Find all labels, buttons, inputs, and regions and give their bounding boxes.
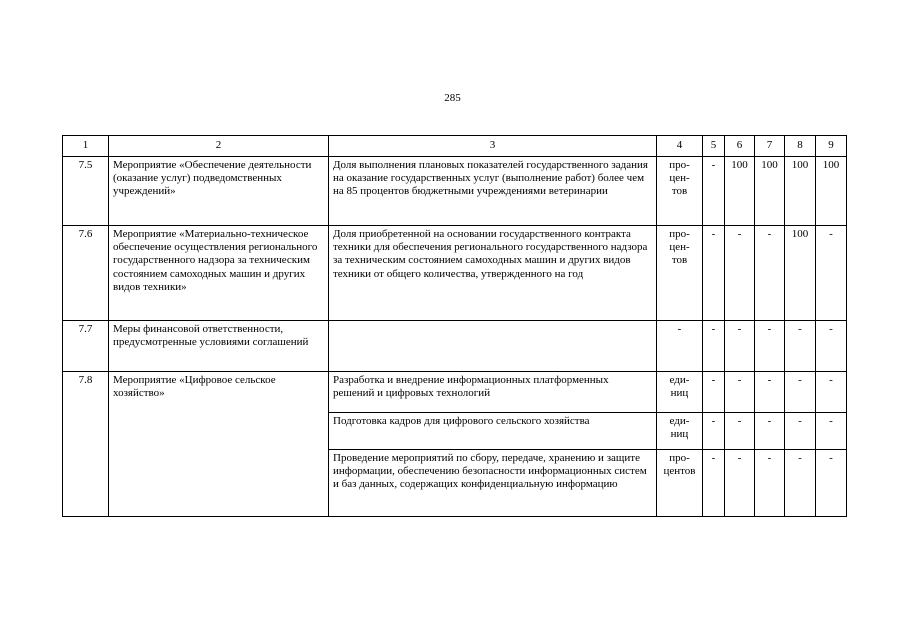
value-cell: -: [816, 226, 847, 321]
unit-cell: еди- ниц: [657, 372, 703, 413]
indicator-cell: Проведение мероприятий по сбору, передаче, хранению и защите информации, обеспечению безопасности информационных систем и баз данных, содержащих конфиденциальную информацию: [329, 450, 657, 517]
value-cell: -: [816, 413, 847, 450]
value-cell: -: [785, 450, 816, 517]
measure-cell: Меры финансовой ответственности, предусмотренные условиями соглашений: [109, 321, 329, 372]
value-cell: -: [725, 372, 755, 413]
value-cell: 100: [785, 157, 816, 226]
value-cell: -: [785, 413, 816, 450]
value-cell: -: [703, 226, 725, 321]
value-cell: -: [703, 372, 725, 413]
header-cell: 8: [785, 136, 816, 157]
indicator-cell: Разработка и внедрение информационных платформенных решений и цифровых технологий: [329, 372, 657, 413]
value-cell: -: [816, 372, 847, 413]
header-cell: 9: [816, 136, 847, 157]
measure-cell: Мероприятие «Цифровое сельское хозяйство»: [109, 372, 329, 517]
value-cell: 100: [785, 226, 816, 321]
unit-cell: еди- ниц: [657, 413, 703, 450]
value-cell: -: [703, 157, 725, 226]
unit-cell: про- цен- тов: [657, 157, 703, 226]
header-cell: 4: [657, 136, 703, 157]
page-number: 285: [444, 92, 461, 104]
value-cell: -: [725, 321, 755, 372]
table-row: [63, 321, 847, 372]
measure-cell: Мероприятие «Обеспечение деятельности (оказание услуг) подведомственных учреждений»: [109, 157, 329, 226]
indicator-cell: Подготовка кадров для цифрового сельского хозяйства: [329, 413, 657, 450]
indicator-cell: Доля приобретенной на основании государственного контракта техники для обеспечения регионального государственного надзора за техническим состоянием самоходных машин и других видов техники от общего количества, утвержденного на год: [329, 226, 657, 321]
value-cell: -: [725, 450, 755, 517]
value-cell: -: [785, 321, 816, 372]
value-cell: 100: [755, 157, 785, 226]
row-number: 7.6: [63, 226, 109, 321]
value-cell: -: [785, 372, 816, 413]
value-cell: -: [703, 321, 725, 372]
indicator-cell: [329, 321, 657, 372]
value-cell: -: [703, 413, 725, 450]
value-cell: -: [755, 321, 785, 372]
indicator-cell: Доля выполнения плановых показателей государственного задания на оказание государственных услуг (выполнение работ) более чем на 85 процентов бюджетными учреждениями ветеринарии: [329, 157, 657, 226]
table-row: [63, 226, 847, 321]
value-cell: 100: [816, 157, 847, 226]
row-number: 7.8: [63, 372, 109, 517]
value-cell: 100: [725, 157, 755, 226]
unit-cell: -: [657, 321, 703, 372]
value-cell: -: [755, 372, 785, 413]
header-cell: 5: [703, 136, 725, 157]
value-cell: -: [703, 450, 725, 517]
header-row: [63, 136, 847, 157]
value-cell: -: [816, 450, 847, 517]
table-row: [63, 157, 847, 226]
header-cell: 6: [725, 136, 755, 157]
unit-cell: про- цен- тов: [657, 226, 703, 321]
header-cell: 7: [755, 136, 785, 157]
row-number: 7.5: [63, 157, 109, 226]
value-cell: -: [725, 226, 755, 321]
value-cell: -: [725, 413, 755, 450]
value-cell: -: [755, 450, 785, 517]
value-cell: -: [755, 226, 785, 321]
unit-cell: про- центов: [657, 450, 703, 517]
header-cell: 3: [329, 136, 657, 157]
table-row: [63, 372, 847, 413]
measure-cell: Мероприятие «Материально-техническое обеспечение осуществления регионального государственного надзора за техническим состоянием самоходных машин и других видов техники»: [109, 226, 329, 321]
header-cell: 1: [63, 136, 109, 157]
indicators-table: [62, 135, 847, 517]
header-cell: 2: [109, 136, 329, 157]
value-cell: -: [755, 413, 785, 450]
value-cell: -: [816, 321, 847, 372]
row-number: 7.7: [63, 321, 109, 372]
